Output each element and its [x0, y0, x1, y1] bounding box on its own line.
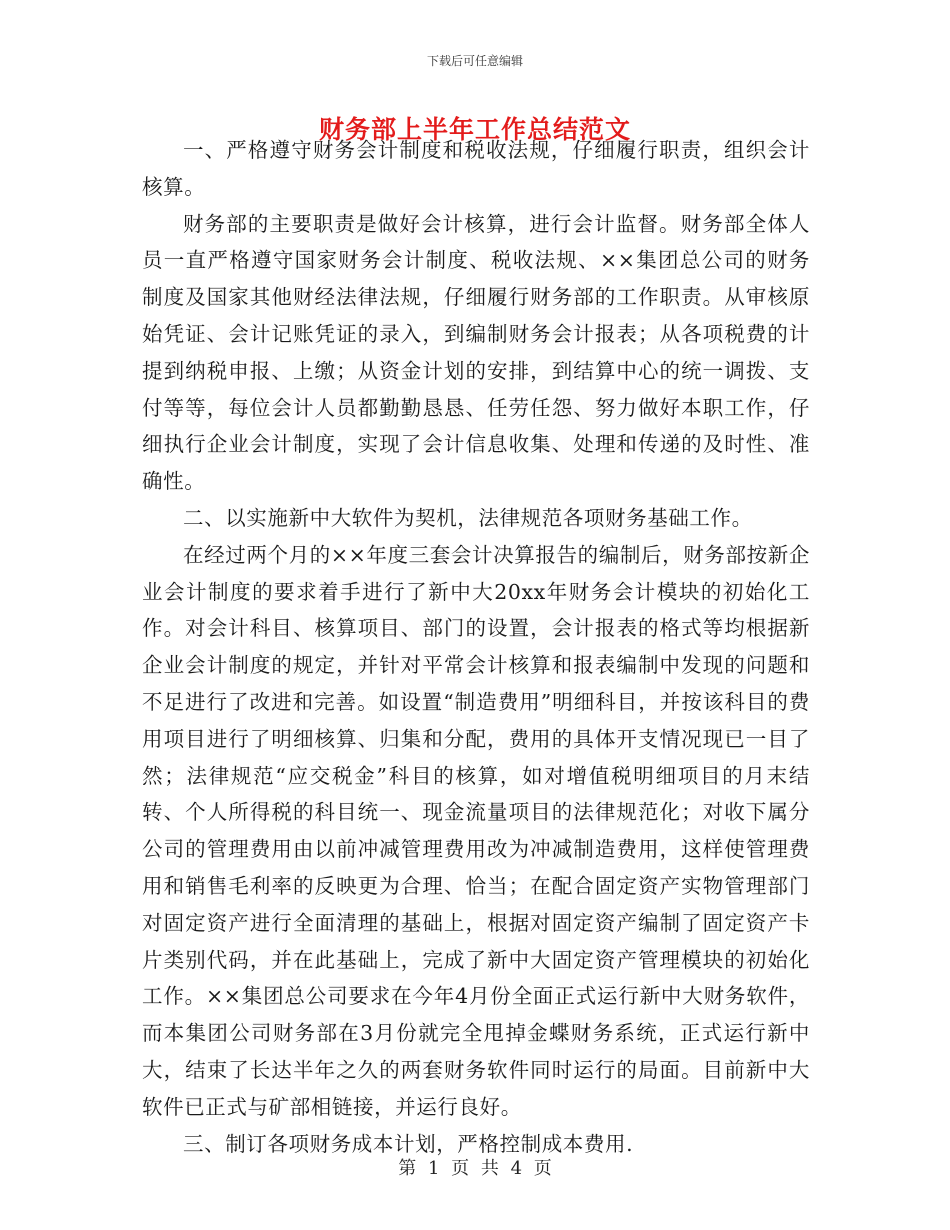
document-title: 财务部上半年工作总结范文: [318, 115, 631, 144]
body-paragraph-1: 财务部的主要职责是做好会计核算，进行会计监督。财务部全体人员一直严格遵守国家财务会计制度、税收法规、××集团总公司的财务制度及国家其他财经法律法规，仔细履行财务部的工作职责。从审核原始凭证、会计记账凭证的录入，到编制财务会计报表；从各项税费的计提到纳税申报、上缴；从资金计划的安排，到结算中心的统一调拨、支付等等，每位会计人员都勤勤恳恳、任劳任怨、努力做好本职工作，仔细执行企业会计制度，实现了会计信息收集、处理和传递的及时性、准确性。: [142, 211, 810, 494]
section-heading-3: 三、制订各项财务成本计划，严格控制成本费用.: [183, 1131, 634, 1156]
section-heading-2: 二、以实施新中大软件为契机，法律规范各项财务基础工作。: [183, 505, 753, 530]
section-heading-1: 一、严格遵守财务会计制度和税收法规，仔细履行职责，组织会计核算。: [142, 138, 810, 199]
page-number-footer: 第 1 页 共 4 页: [398, 1158, 552, 1179]
document-body: [142, 132, 810, 1162]
page-header-note: 下载后可任意编辑: [426, 54, 523, 68]
body-paragraph-2: 在经过两个月的××年度三套会计决算报告的编制后，财务部按新企业会计制度的要求着手进行了新中大20xx年财务会计模块的初始化工作。对会计科目、核算项目、部门的设置，会计报表的格式等均根据新企业会计制度的规定，并针对平常会计核算和报表编制中发现的问题和不足进行了改进和完善。如设置“制造费用”明细科目，并按该科目的费用项目进行了明细核算、归集和分配，费用的具体开支情况现已一目了然；法律规范“应交税金”科目的核算，如对增值税明细项目的月末结转、个人所得税的科目统一、现金流量项目的法律规范化；对收下属分公司的管理费用由以前冲减管理费用改为冲减制造费用，这样使管理费用和销售毛利率的反映更为合理、恰当；在配合固定资产实物管理部门对固定资产进行全面清理的基础上，根据对固定资产编制了固定资产卡片类别代码，并在此基础上，完成了新中大固定资产管理模块的初始化工作。××集团总公司要求在今年4月份全面正式运行新中大财务软件，而本集团公司财务部在3月份就完全甩掉金蝶财务系统，正式运行新中大，结束了长达半年之久的两套财务软件同时运行的局面。目前新中大软件已正式与矿部相链接，并运行良好。: [142, 542, 810, 1119]
